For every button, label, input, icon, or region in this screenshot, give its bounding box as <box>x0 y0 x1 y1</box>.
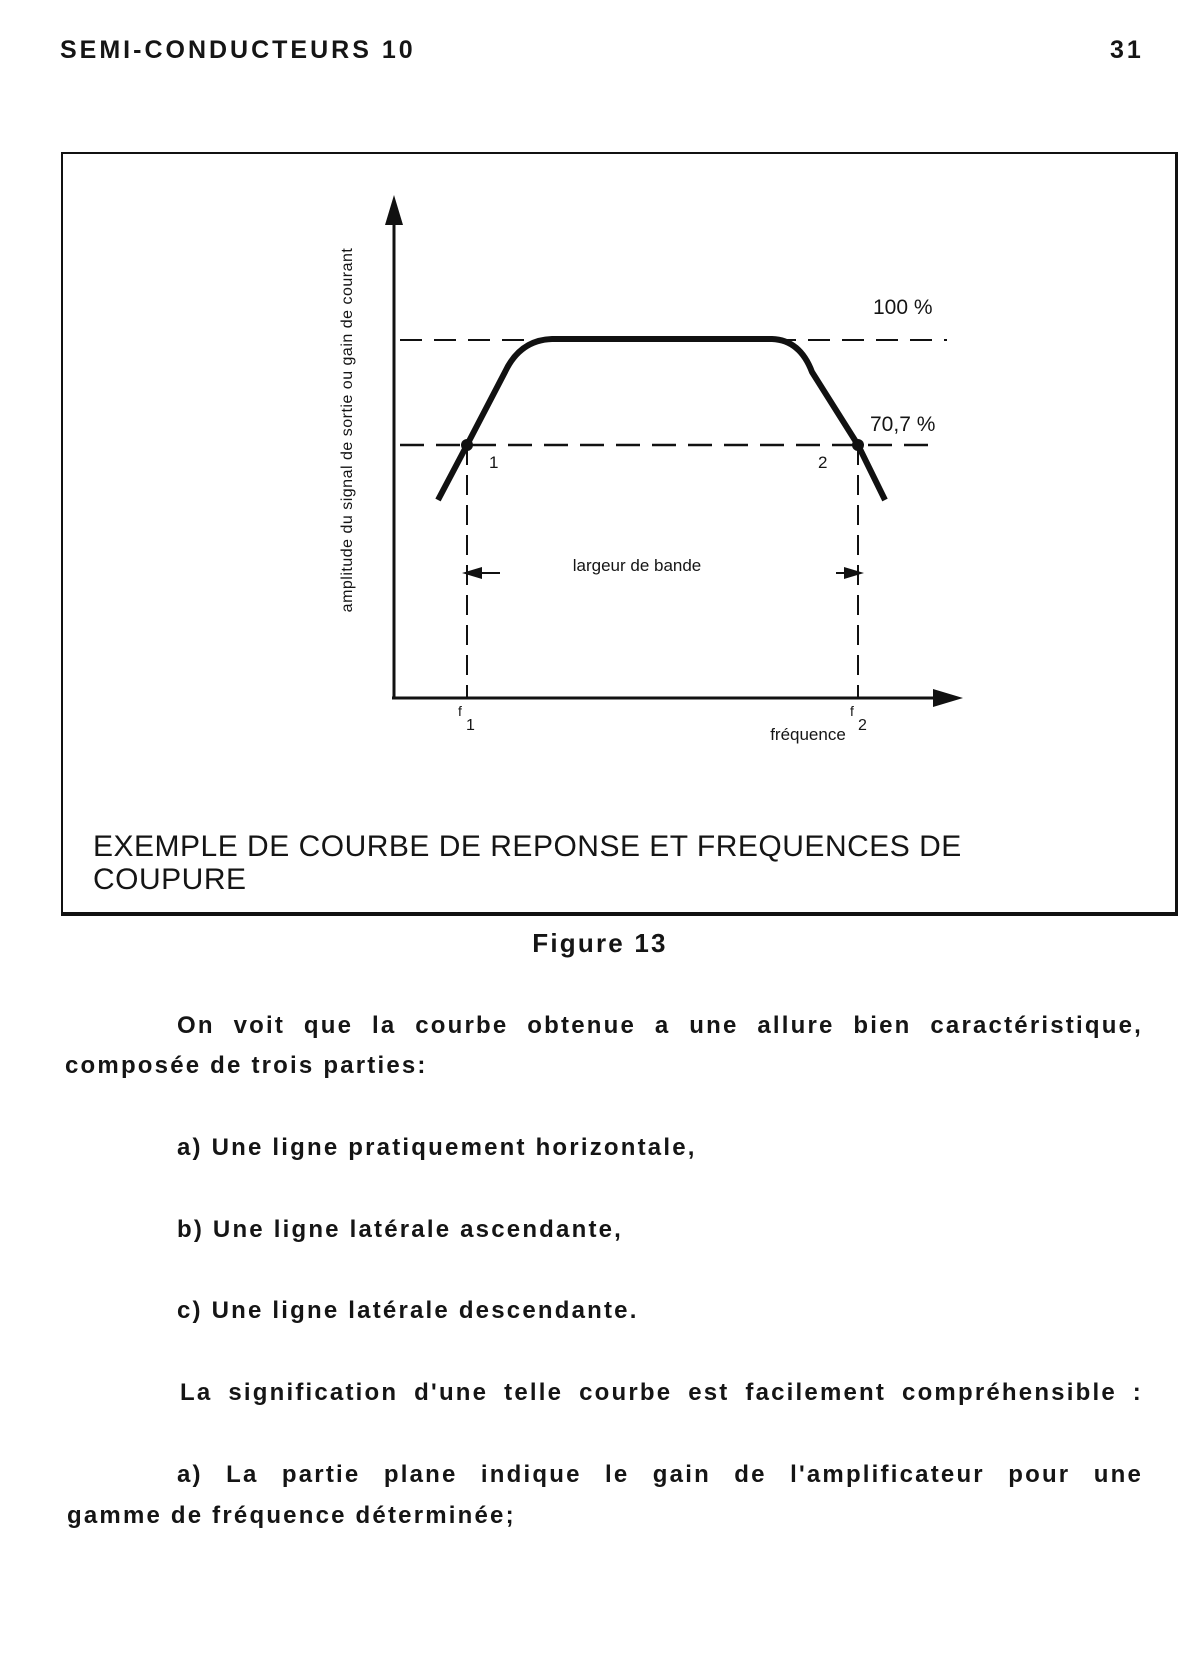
paragraph-2: La signification d'une telle courbe est facilement compréhensible : <box>180 1379 1143 1406</box>
response-curve <box>438 339 885 500</box>
paragraph-1-line-2: composée de trois parties: <box>65 1052 428 1079</box>
list-item-b: b) Une ligne latérale ascendante, <box>177 1216 624 1243</box>
figure-caption-line-1: EXEMPLE DE COURBE DE REPONSE ET FREQUENCES DE <box>93 830 962 863</box>
point-2-label: 2 <box>818 453 828 472</box>
x-tick-f2: f <box>850 703 854 719</box>
paragraph-3-line-2: gamme de fréquence déterminée; <box>67 1502 516 1529</box>
x-tick-f1-sub: 1 <box>466 717 475 734</box>
label-100-percent: 100 % <box>873 296 933 319</box>
page-number: 31 <box>1110 36 1144 64</box>
figure-label: Figure 13 <box>532 928 668 958</box>
x-tick-f2-sub: 2 <box>858 717 867 734</box>
point-1 <box>461 439 473 451</box>
bandwidth-label: largeur de bande <box>572 556 702 575</box>
label-70-7-percent: 70,7 % <box>870 413 936 436</box>
paragraph-3-line-1: a) La partie plane indique le gain de l'amplificateur pour une <box>177 1461 1143 1488</box>
y-axis-label: amplitude du signal de sortie ou gain de courant <box>339 247 356 613</box>
x-axis-label: fréquence <box>770 725 846 744</box>
list-item-c: c) Une ligne latérale descendante. <box>177 1297 639 1324</box>
running-header-title: SEMI-CONDUCTEURS 10 <box>60 36 416 64</box>
figure-caption-line-2: COUPURE <box>93 863 247 896</box>
point-2 <box>852 439 864 451</box>
x-tick-f1: f <box>458 703 462 719</box>
paragraph-1-line-1: On voit que la courbe obtenue a une allure bien caractéristique, <box>177 1012 1143 1039</box>
list-item-a: a) Une ligne pratiquement horizontale, <box>177 1134 697 1161</box>
point-1-label: 1 <box>489 453 499 472</box>
